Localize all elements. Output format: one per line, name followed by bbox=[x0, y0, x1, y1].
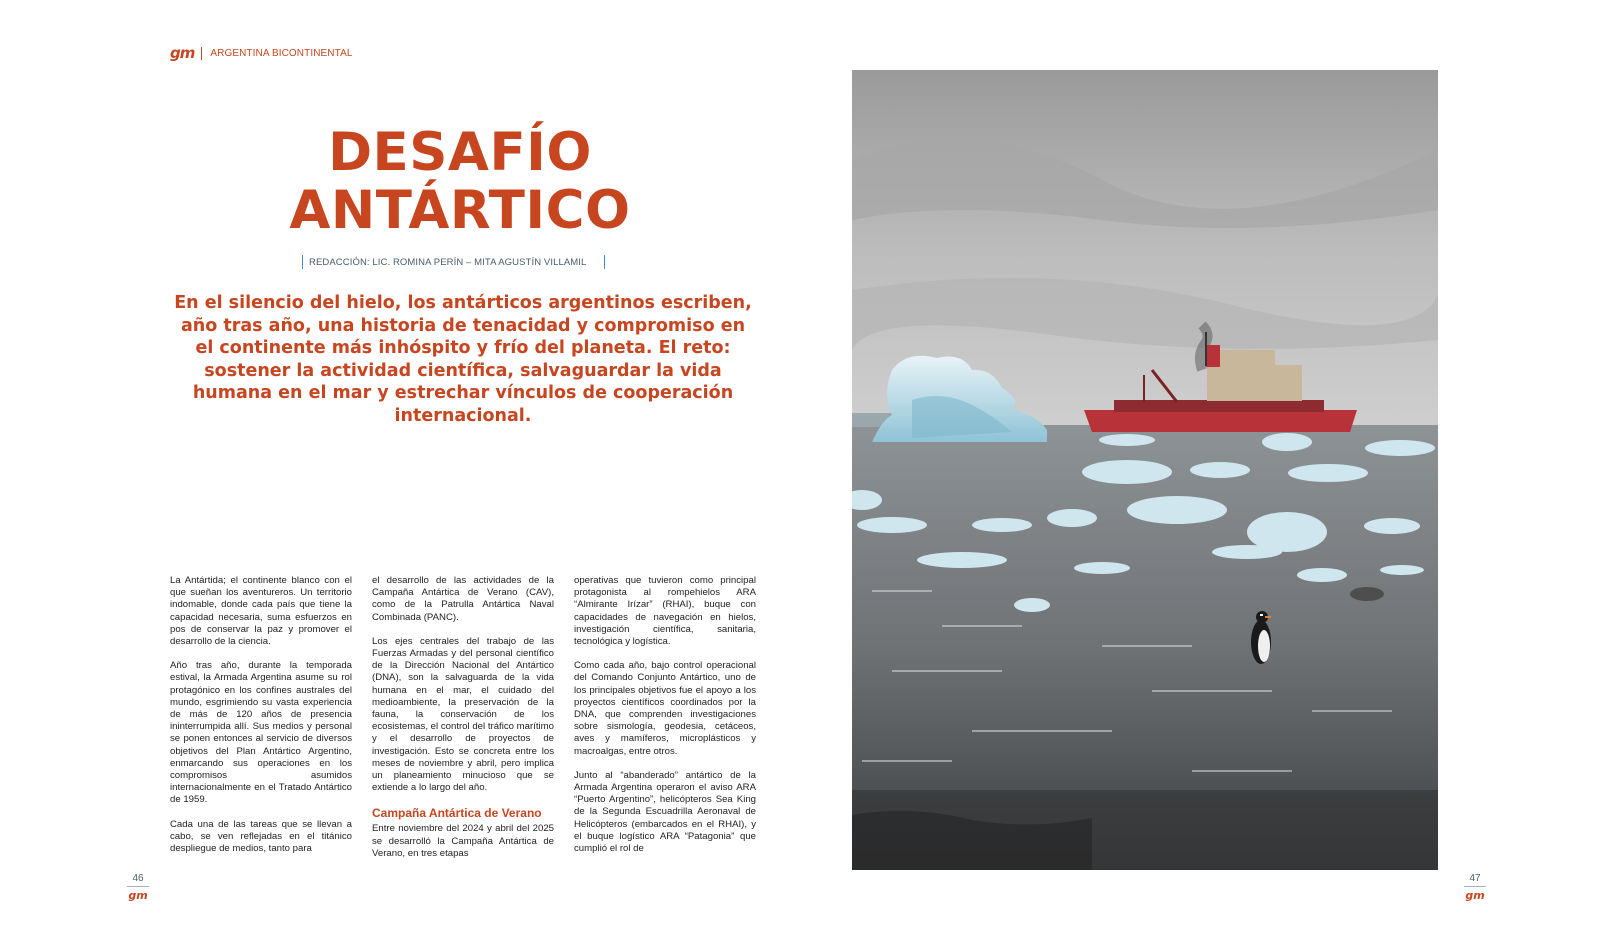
folio-left bbox=[124, 873, 152, 902]
section-label: ARGENTINA BICONTINENTAL bbox=[210, 47, 353, 59]
text-column-3 bbox=[574, 575, 756, 867]
page-number-left: 46 bbox=[127, 873, 149, 887]
text-column-1 bbox=[170, 575, 352, 867]
antarctic-photo bbox=[852, 70, 1438, 870]
folio-right bbox=[1461, 873, 1489, 902]
header-divider bbox=[201, 47, 202, 60]
text-column-2 bbox=[372, 575, 554, 872]
paragraph: Junto al “abanderado” antártico de la Armada Argentina operaron el aviso ARA “Puerto Argentino”, helicópteros Sea King de la Segunda Escuadrilla Aeronaval de Helicópteros (embarcados en el RHAI), y el buque logístico ARA “Patagonia” que cumplió el rol de bbox=[574, 769, 756, 855]
paragraph: La Antártida; el continente blanco con el que sueñan los aventureros. Un territorio indomable, donde cada país que tiene la capacidad necesaria, suma esfuerzos en pos de conservar la paz y promover el desarrollo de la ciencia. bbox=[170, 575, 352, 648]
folio-logo-right: gm bbox=[1465, 889, 1485, 902]
photo-illustration bbox=[852, 70, 1438, 870]
paragraph: Como cada año, bajo control operacional del Comando Conjunto Antártico, uno de los principales objetivos fue el apoyo a los proyectos científicos coordinados por la DNA, que comprenden investigaciones sobre sismología, geodesia, cetáceos, aves y mamíferos, microplásticos y macroalgas, entre otros. bbox=[574, 660, 756, 757]
byline bbox=[302, 255, 605, 269]
paragraph: Año tras año, durante la temporada estival, la Armada Argentina asume su rol protagónico en los confines australes del mundo, esgrimiendo su vasta experiencia de más de 120 años de presencia ininterrumpida allí. Sus medios y personal se ponen entonces al servicio de diversos objetivos del Plan Antártico Argentino, enmarcando sus operaciones en los compromisos asumidos internacionalmente en el Tratado Antártico de 1959. bbox=[170, 660, 352, 806]
rock bbox=[1350, 587, 1384, 601]
byline-bar-right bbox=[604, 255, 605, 269]
paragraph: el desarrollo de las actividades de la Campaña Antártica de Verano (CAV), como de la Patrulla Antártica Naval Combinada (PANC). bbox=[372, 575, 554, 623]
paragraph: Cada una de las tareas que se llevan a cabo, se ven reflejadas en el titánico despliegue de medios, tanto para bbox=[170, 818, 352, 855]
article-title bbox=[170, 124, 750, 240]
subheading: Campaña Antártica de Verano bbox=[372, 806, 542, 821]
paragraph: operativas que tuvieron como principal protagonista al rompehielos ARA “Almirante Irízar” (RHAI), buque con capacidades de navegación en hielos, investigación científica, sanitaria, tecnológica y logística. bbox=[574, 575, 756, 648]
folio-logo-left: gm bbox=[128, 889, 148, 902]
lead-paragraph: En el silencio del hielo, los antárticos argentinos escriben, año tras año, una historia de tenacidad y compromiso en el continente más inhóspito y frío del planeta. El reto: sostener la actividad científica, salvaguardar la vida humana en el mar y estrechar vínculos de cooperación internacional. bbox=[174, 293, 752, 426]
paragraph: Entre noviembre del 2024 y abril del 2025 se desarrolló la Campaña Antártica de Verano, en tres etapas bbox=[372, 823, 554, 859]
paragraph: Los ejes centrales del trabajo de las Fuerzas Armadas y del personal científico de la Dirección Nacional del Antártico (DNA), son la salvaguarda de la vida humana en el mar, el cuidado del medioambiente, la preservación de la fauna, la conservación de los ecosistemas, el control del tráfico marítimo y el desarrollo de proyectos de investigación. Esto se concreta entre los meses de noviembre y abril, pero implica un planeamiento minucioso que se extiende a lo largo del año. bbox=[372, 635, 554, 794]
running-header bbox=[170, 44, 353, 62]
title-line-2: ANTÁRTICO bbox=[289, 180, 631, 241]
byline-text: REDACCIÓN: LIC. ROMINA PERÍN – MITA AGUSTÍN VILLAMIL bbox=[309, 256, 587, 268]
magazine-logo: gm bbox=[170, 44, 195, 62]
page-number-right: 47 bbox=[1464, 873, 1486, 887]
title-line-1: DESAFÍO bbox=[328, 122, 592, 183]
